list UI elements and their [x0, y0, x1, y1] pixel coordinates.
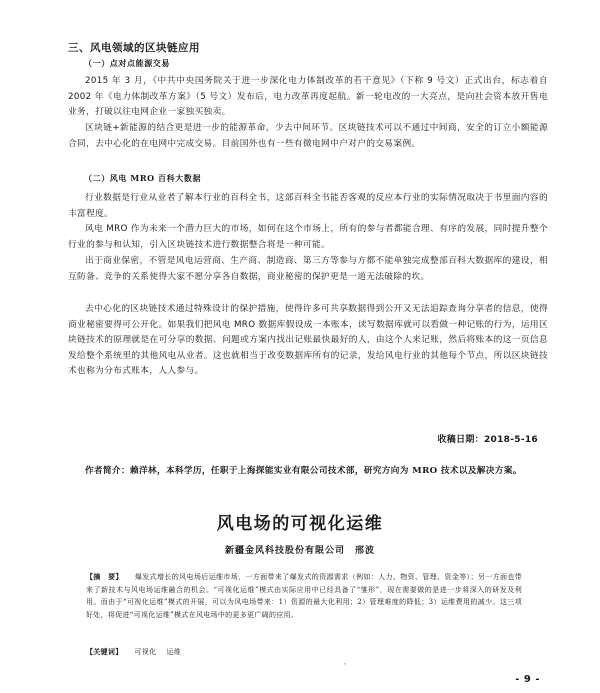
author-bio	[68, 464, 548, 480]
subsection-title-energy-trading: （一）点对点能源交易	[84, 58, 170, 68]
subsection-title-mro-data: （二）风电 MRO 百科大数据	[84, 173, 202, 183]
page-number: - 9 -	[515, 674, 540, 685]
keyword-item: 运维	[166, 648, 182, 656]
article-byline: 新疆金风科技股份有限公司 邢波	[224, 546, 375, 556]
article-title: 风电场的可视化运维	[216, 514, 384, 534]
keywords-label: 【关键词】	[86, 647, 123, 656]
paragraph-blockchain-energy: 区块链+新能源的结合更是进一步的能源革命，少去中间环节。区块链技术可以不通过中间商，安全的订立小额能源合同，去中心化的在电网中完成交易。目前国外也有一些有微电网中户对户的交易案例。	[68, 123, 548, 149]
author-label: 作者简介：	[85, 466, 130, 476]
paragraph-decentralized: 去中心化的区块链技术通过特殊设计的保护措施，使得许多可共享数据得到公开又无法追踪查询分享者的信息，使得商业秘密要得可公开化。如果我们把风电 MRO 数据库假设成一本账本，读写数据库就可以看做一种记账的行为，运用区块链技术的原理就是在可分享的数据、问题或方案内找出记账最快最好的人，由这个人来记账，然后将账本的这一页信息发给整个系统里的其他风电从业者。这也就相当于改变数据库所有的记录，发给风电行业的其他每个节点，所以区块链技术也称为分布式账本，人人参与。	[68, 304, 548, 376]
received-date: 收稿日期：2018-5-16	[437, 435, 538, 445]
paragraph-mro-market: 风电 MRO 作为未来一个潜力巨大的市场，如何在这个市场上，所有的参与者都能合理、有序的发展，同时提升整个行业的参与和认知，引入区块链技术进行数据整合将是一种可能。	[68, 224, 548, 250]
paragraph-industry-data: 行业数据是行业从业者了解本行业的百科全书，这部百科全书能否客观的反应本行业的实际情况取决于书里面内容的丰富程度。	[68, 193, 548, 219]
abstract-text: 爆发式增长的风电场后运维市场，一方面带来了爆发式的资源需求（例如：人力、物资、管理、资金等）；另一方面也带来了新技术与风电场运维融合的机会。“可视化运维”模式由实际应用中已经具备了“雏形”，现在需要做的是进一步将深入的研发及利用。而由于“可视化运维”模式的开展，可以为风电场带来：1）资源的最大化利用；2）管理难度的降低；3）运维费用的减少。这三项好处，将促进“可视化运维”模式在风电场中的更多更广阔的应用。	[86, 573, 522, 619]
paragraph-reform: 2015 年 3 月，《中共中央国务院关于进一步深化电力体制改革的若干意见》（下称 9 号文）正式出台，标志着自 2002 年《电力体制改革方案》（5 号文）发布后，电力改革再度起航。新一轮电改的一大亮点，是向社会资本放开售电业务，打破以往电网企业一家独买独卖。	[68, 76, 548, 117]
keyword-item: 可视化	[134, 648, 157, 656]
author-text: 赖洋林，本科学历，任职于上海探能实业有限公司技术部，研究方向为 MRO 技术以及解决方案。	[129, 466, 522, 476]
abstract	[86, 571, 522, 621]
paragraph-business-secrecy: 出于商业保密，不管是风电运营商、生产商、制造商、第三方等参与方都不能单独完成整部百科大数据库的建设，相互防备、竞争的关系使得大家不愿分享各自数据，商业秘密的保护更是一道无法破除的坎。	[68, 256, 548, 282]
keywords	[86, 647, 181, 657]
section-heading: 三、风电领域的区块链应用	[68, 42, 200, 54]
abstract-label: 【摘 要】	[86, 572, 123, 581]
stray-mark: ，	[344, 659, 351, 666]
